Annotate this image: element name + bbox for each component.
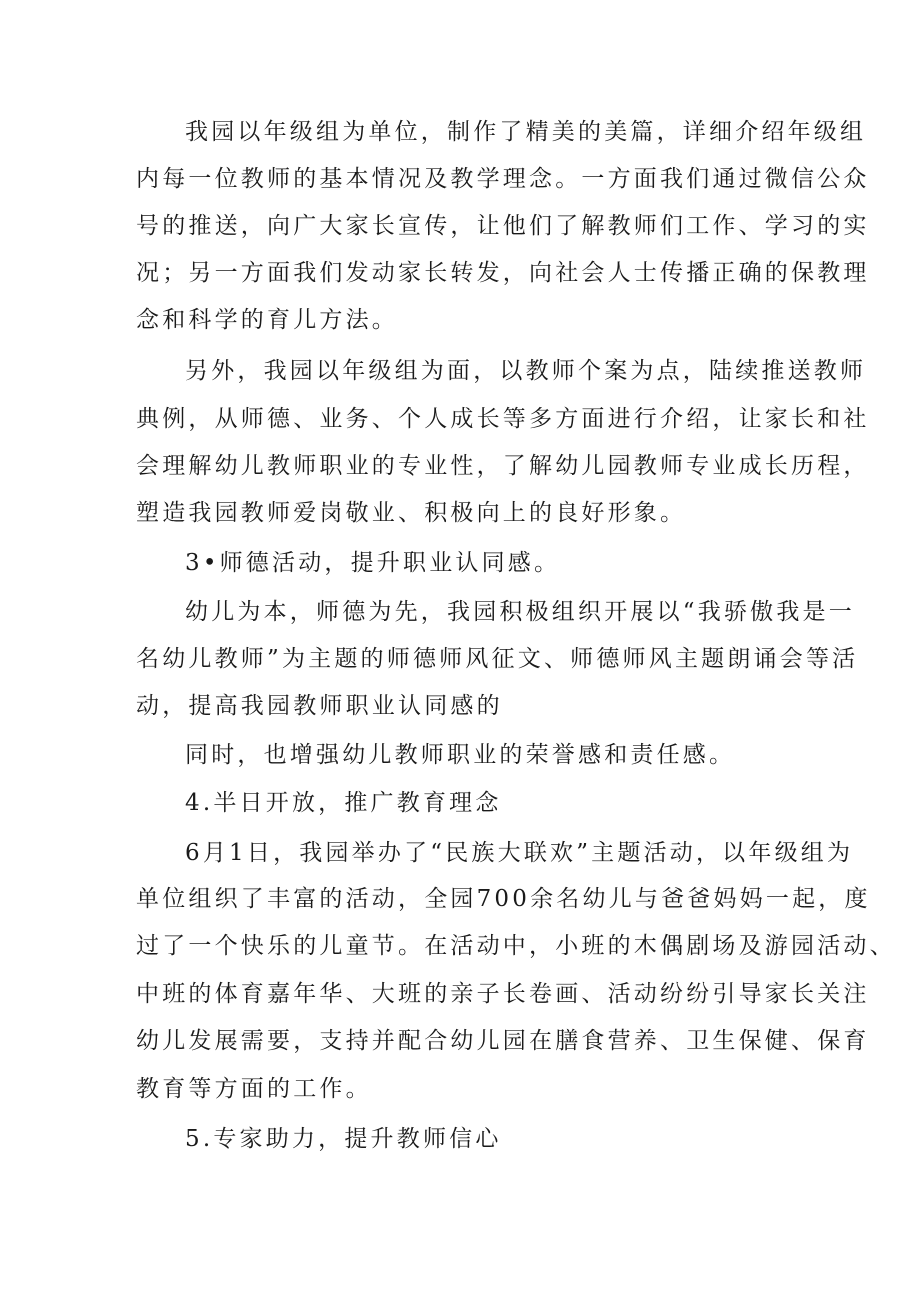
section-heading: 4.半日开放，推广教育理念 <box>185 790 502 816</box>
paragraph-line: 号的推送，向广大家长宣传，让他们了解教师们工作、学习的实 <box>136 213 870 239</box>
paragraph-line: 中班的体育嘉年华、大班的亲子长卷画、活动纷纷引导家长关注 <box>136 981 870 1007</box>
paragraph-line: 况；另一方面我们发动家长转发，向社会人士传播正确的保教理 <box>136 260 870 286</box>
paragraph-line: 6月1日，我园举办了“民族大联欢”主题活动，以年级组为 <box>185 840 854 866</box>
paragraph-line: 内每一位教师的基本情况及教学理念。一方面我们通过微信公众 <box>136 166 870 192</box>
paragraph-line: 名幼儿教师”为主题的师德师风征文、师德师风主题朗诵会等活 <box>136 646 859 672</box>
paragraph-line: 过了一个快乐的儿童节。在活动中，小班的木偶剧场及游园活动、 <box>136 933 896 959</box>
section-heading: 3•师德活动，提升职业认同感。 <box>185 550 561 576</box>
paragraph-line: 塑造我园教师爱岗敬业、积极向上的良好形象。 <box>136 500 687 526</box>
paragraph-line: 念和科学的育儿方法。 <box>136 307 398 333</box>
paragraph-line: 幼儿发展需要，支持并配合幼儿园在膳食营养、卫生保健、保育 <box>136 1028 870 1054</box>
paragraph-line: 会理解幼儿教师职业的专业性，了解幼儿园教师专业成长历程， <box>136 453 870 479</box>
paragraph-line: 幼儿为本，师德为先，我园积极组织开展以“我骄傲我是一 <box>185 599 855 625</box>
paragraph-line: 教育等方面的工作。 <box>136 1076 372 1102</box>
paragraph-line: 单位组织了丰富的活动，全园700余名幼儿与爸爸妈妈一起，度 <box>136 886 871 912</box>
paragraph-line: 典例，从师德、业务、个人成长等多方面进行介绍，让家长和社 <box>136 406 870 432</box>
paragraph-line: 另外，我园以年级组为面，以教师个案为点，陆续推送教师 <box>185 358 867 384</box>
paragraph-line: 动，提高我园教师职业认同感的 <box>136 693 503 719</box>
paragraph-line: 我园以年级组为单位，制作了精美的美篇，详细介绍年级组 <box>185 119 867 145</box>
paragraph-line: 同时，也增强幼儿教师职业的荣誉感和责任感。 <box>185 742 736 768</box>
section-heading: 5.专家助力，提升教师信心 <box>185 1126 502 1152</box>
